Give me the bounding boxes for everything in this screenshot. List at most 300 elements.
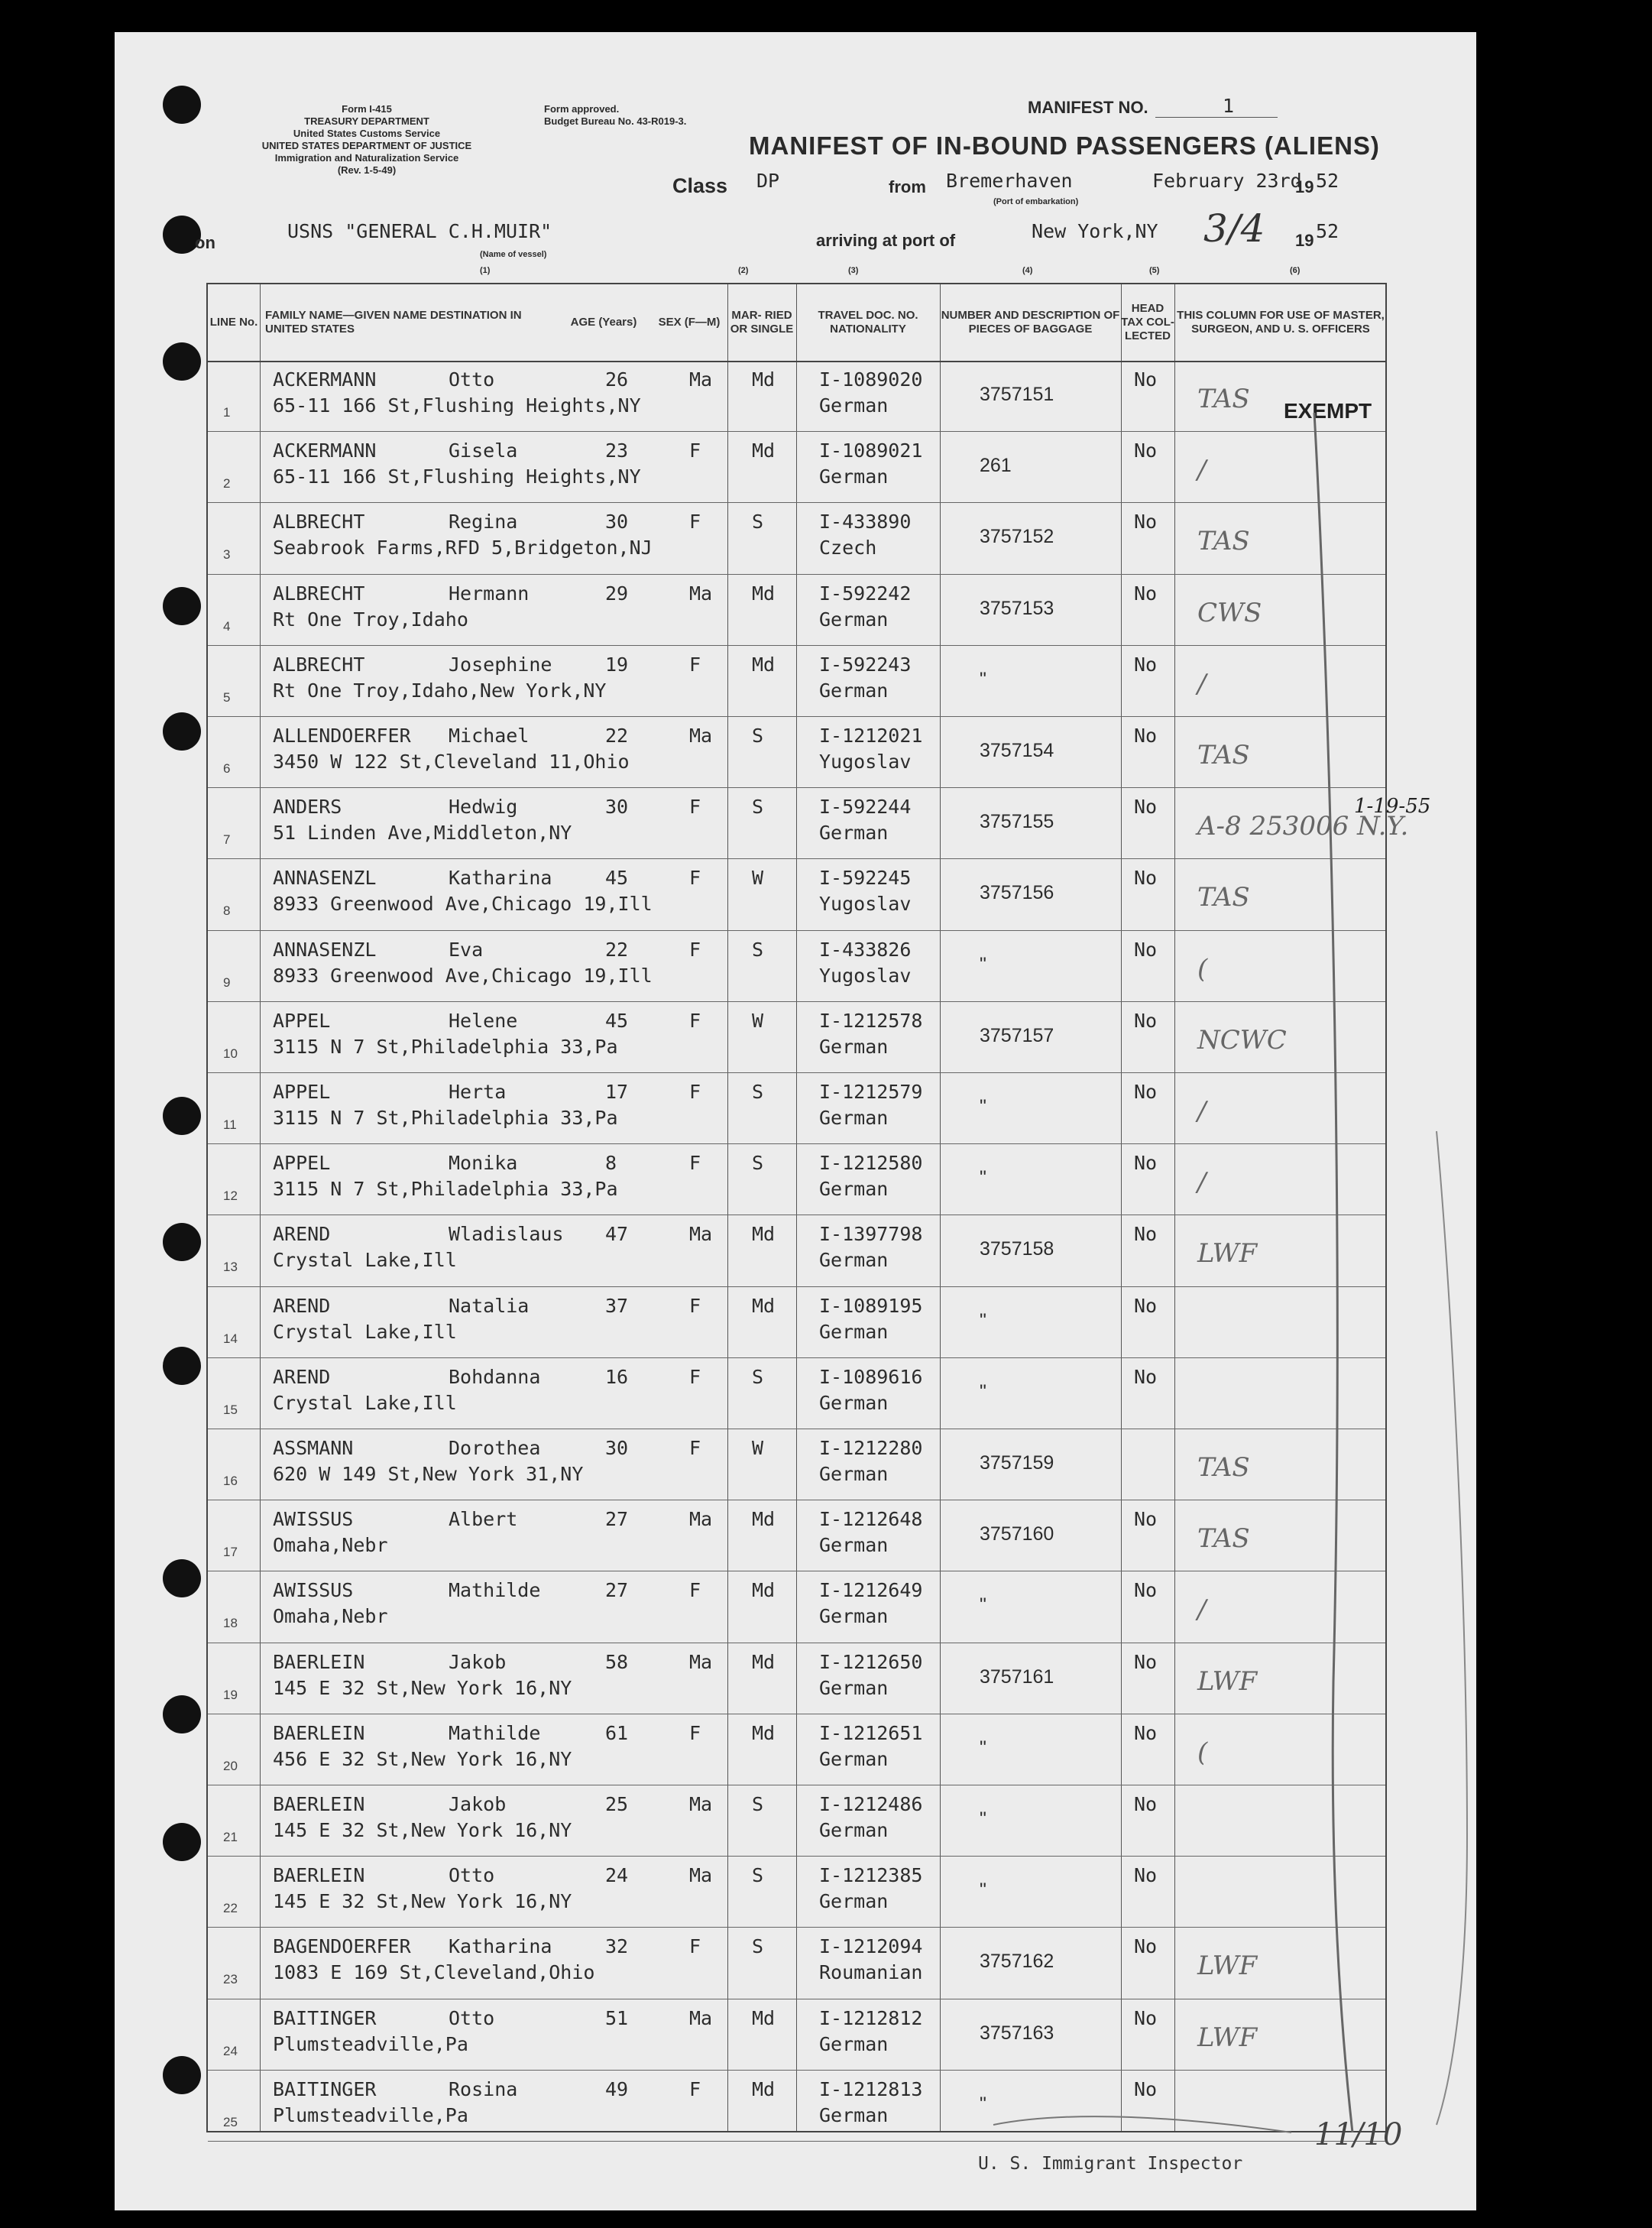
- line-number: 20: [223, 1758, 238, 1773]
- age: 58: [605, 1650, 629, 1673]
- baggage-no: 3757151: [980, 384, 1054, 405]
- age: 22: [605, 725, 629, 747]
- sex: Ma: [689, 1864, 713, 1887]
- year-value: 52: [1316, 170, 1339, 192]
- line-number: 5: [223, 689, 231, 705]
- sex: F: [689, 1579, 701, 1602]
- departure-date: February 23rd: [1152, 170, 1302, 192]
- vessel-prefix: on: [195, 233, 215, 252]
- form-number: Form I-415: [342, 103, 392, 115]
- given-name: Michael: [449, 725, 530, 747]
- header-travel-doc: TRAVEL DOC. NO. NATIONALITY: [818, 309, 918, 336]
- nationality: German: [819, 1605, 889, 1628]
- year2-value: 52: [1316, 220, 1339, 242]
- baggage-no: ": [980, 668, 986, 690]
- given-name: Albert: [449, 1508, 518, 1531]
- baggage-no: 3757163: [980, 2022, 1054, 2044]
- marital-status: W: [752, 1009, 764, 1032]
- head-tax: No: [1134, 1152, 1158, 1175]
- officer-mark: LWF: [1197, 1951, 1258, 1982]
- travel-doc-no: I-1212280: [819, 1437, 923, 1459]
- baggage-no: 3757153: [980, 597, 1054, 619]
- family-name: AWISSUS: [273, 1579, 354, 1602]
- travel-doc-no: I-1089020: [819, 368, 923, 391]
- col-number-6: (6): [1290, 266, 1301, 275]
- age: 51: [605, 2006, 629, 2029]
- given-name: Bohdanna: [449, 1365, 541, 1388]
- nationality: German: [819, 465, 889, 488]
- head-tax: No: [1134, 1864, 1158, 1887]
- destination: Seabrook Farms,RFD 5,Bridgeton,NJ: [273, 537, 653, 559]
- vessel-name: USNS "GENERAL C.H.MUIR": [287, 220, 552, 242]
- travel-doc-no: I-1212486: [819, 1793, 923, 1815]
- officer-mark: NCWC: [1197, 1024, 1287, 1056]
- sex: F: [689, 1009, 701, 1032]
- age: 49: [605, 2077, 629, 2100]
- baggage-no: 3757160: [980, 1523, 1054, 1545]
- nationality: Yugoslav: [819, 964, 912, 987]
- sex: Ma: [689, 1650, 713, 1673]
- officer-mark: (: [1197, 953, 1208, 984]
- officer-mark: LWF: [1197, 1238, 1258, 1270]
- travel-doc-no: I-1212648: [819, 1508, 923, 1531]
- head-tax: No: [1134, 1935, 1158, 1958]
- family-name: ASSMANN: [273, 1437, 354, 1459]
- marital-status: Md: [752, 1721, 776, 1744]
- family-name: ALBRECHT: [273, 653, 365, 676]
- family-name: AWISSUS: [273, 1508, 354, 1531]
- line-number: 23: [223, 1972, 238, 1987]
- officer-mark: CWS: [1197, 597, 1262, 628]
- nationality: German: [819, 1463, 889, 1485]
- nationality: German: [819, 679, 889, 702]
- sex: F: [689, 1152, 701, 1175]
- manifest-no-label: MANIFEST NO.: [1028, 98, 1148, 117]
- destination: Rt One Troy,Idaho: [273, 608, 468, 631]
- customs-service: United States Customs Service: [293, 128, 441, 139]
- destination: 51 Linden Ave,Middleton,NY: [273, 822, 572, 845]
- header-officers: THIS COLUMN FOR USE OF MASTER, SURGEON, AND U. S. OFFICERS: [1177, 309, 1385, 336]
- family-name: ACKERMANN: [273, 439, 377, 462]
- header-age: AGE (Years): [570, 316, 637, 329]
- line-number: 1: [223, 405, 231, 420]
- nationality: German: [819, 822, 889, 845]
- head-tax: No: [1134, 2006, 1158, 2029]
- arriving-label: arriving at port of: [816, 231, 956, 250]
- year-prefix: 19: [1295, 177, 1314, 196]
- nationality: German: [819, 2103, 889, 2126]
- given-name: Josephine: [449, 653, 552, 676]
- family-name: ALLENDOERFER: [273, 725, 411, 747]
- baggage-no: 3757161: [980, 1665, 1054, 1688]
- age: 45: [605, 1009, 629, 1032]
- age: 37: [605, 1294, 629, 1317]
- age: 61: [605, 1721, 629, 1744]
- family-name: AREND: [273, 1294, 331, 1317]
- baggage-no: ": [980, 1167, 986, 1189]
- given-name: Otto: [449, 1864, 495, 1887]
- travel-doc-no: I-592244: [819, 796, 912, 819]
- destination: 3450 W 122 St,Cleveland 11,Ohio: [273, 751, 630, 773]
- age: 17: [605, 1081, 629, 1103]
- nationality: Yugoslav: [819, 893, 912, 916]
- travel-doc-no: I-433890: [819, 511, 912, 533]
- from-value: Bremerhaven: [946, 170, 1073, 192]
- sex: F: [689, 867, 701, 890]
- marital-status: S: [752, 1081, 764, 1103]
- baggage-no: ": [980, 1380, 986, 1403]
- line-number: 4: [223, 618, 231, 634]
- destination: 8933 Greenwood Ave,Chicago 19,Ill: [273, 964, 653, 987]
- destination: 65-11 166 St,Flushing Heights,NY: [273, 465, 641, 488]
- officer-mark: TAS: [1197, 384, 1250, 414]
- sex: F: [689, 1081, 701, 1103]
- baggage-no: ": [980, 953, 986, 975]
- family-name: ANDERS: [273, 796, 342, 819]
- sex: F: [689, 2077, 701, 2100]
- age: 23: [605, 439, 629, 462]
- sex: F: [689, 1294, 701, 1317]
- signature-note: 11/10: [1314, 2117, 1403, 2152]
- given-name: Katharina: [449, 867, 552, 890]
- officer-mark: (: [1197, 1737, 1208, 1768]
- baggage-no: 3757162: [980, 1951, 1054, 1973]
- destination: 3115 N 7 St,Philadelphia 33,Pa: [273, 1178, 618, 1201]
- head-tax: No: [1134, 439, 1158, 462]
- given-name: Monika: [449, 1152, 518, 1175]
- travel-doc-no: I-1089021: [819, 439, 923, 462]
- travel-doc-no: I-1397798: [819, 1223, 923, 1246]
- travel-doc-no: I-592243: [819, 653, 912, 676]
- baggage-no: ": [980, 1309, 986, 1331]
- given-name: Wladislaus: [449, 1223, 564, 1246]
- given-name: Helene: [449, 1009, 518, 1032]
- given-name: Mathilde: [449, 1579, 541, 1602]
- family-name: APPEL: [273, 1152, 331, 1175]
- budget-bureau: Budget Bureau No. 43-R019-3.: [544, 115, 687, 127]
- baggage-no: ": [980, 1594, 986, 1617]
- family-name: BAERLEIN: [273, 1650, 365, 1673]
- officer-mark: /: [1197, 668, 1207, 699]
- col-number-4: (4): [1022, 266, 1033, 275]
- family-name: AREND: [273, 1223, 331, 1246]
- head-tax: No: [1134, 725, 1158, 747]
- baggage-no: 3757159: [980, 1452, 1054, 1474]
- ins-service: Immigration and Naturalization Service: [274, 152, 459, 164]
- year2-prefix: 19: [1295, 231, 1314, 250]
- nationality: Czech: [819, 537, 877, 559]
- head-tax: No: [1134, 1081, 1158, 1103]
- officer-mark: /: [1197, 455, 1207, 486]
- travel-doc-no: I-1212094: [819, 1935, 923, 1958]
- class-value: DP: [756, 170, 780, 192]
- age: 27: [605, 1579, 629, 1602]
- header-line-no: LINE No.: [209, 316, 258, 329]
- class-label: Class: [672, 174, 728, 197]
- line-number: 21: [223, 1830, 238, 1844]
- destination: Plumsteadville,Pa: [273, 2032, 468, 2055]
- family-name: BAERLEIN: [273, 1864, 365, 1887]
- marital-status: W: [752, 867, 764, 890]
- col-number-2: (2): [738, 266, 749, 275]
- head-tax: No: [1134, 1579, 1158, 1602]
- destination: 145 E 32 St,New York 16,NY: [273, 1819, 572, 1841]
- nationality: German: [819, 1178, 889, 1201]
- nationality: German: [819, 1747, 889, 1770]
- line-number: 18: [223, 1616, 238, 1631]
- age: 47: [605, 1223, 629, 1246]
- officer-mark: TAS: [1197, 1452, 1250, 1483]
- marital-status: Md: [752, 439, 776, 462]
- officer-mark: TAS: [1197, 882, 1250, 913]
- sex: Ma: [689, 2006, 713, 2029]
- marital-status: Md: [752, 1650, 776, 1673]
- destination: 3115 N 7 St,Philadelphia 33,Pa: [273, 1107, 618, 1129]
- marital-status: W: [752, 1437, 764, 1459]
- sex: F: [689, 1365, 701, 1388]
- nationality: German: [819, 1890, 889, 1913]
- baggage-no: ": [980, 1879, 986, 1902]
- marital-status: S: [752, 796, 764, 819]
- given-name: Gisela: [449, 439, 518, 462]
- line-number: 8: [223, 903, 231, 919]
- nationality: German: [819, 394, 889, 417]
- baggage-no: 3757156: [980, 882, 1054, 904]
- family-name: ALBRECHT: [273, 511, 365, 533]
- marital-status: Md: [752, 368, 776, 391]
- line-number: 19: [223, 1687, 238, 1702]
- nationality: German: [819, 1320, 889, 1343]
- travel-doc-no: I-1212021: [819, 725, 923, 747]
- arrival-date: 3/4: [1203, 206, 1265, 251]
- line-number: 14: [223, 1331, 238, 1346]
- officer-mark: LWF: [1197, 2022, 1258, 2053]
- travel-doc-no: I-1212812: [819, 2006, 923, 2029]
- age: 30: [605, 796, 629, 819]
- marital-status: S: [752, 1935, 764, 1958]
- destination: 145 E 32 St,New York 16,NY: [273, 1890, 572, 1913]
- age: 24: [605, 1864, 629, 1887]
- line-number: 22: [223, 1901, 238, 1916]
- line-number: 11: [223, 1117, 237, 1132]
- given-name: Otto: [449, 368, 495, 391]
- head-tax: No: [1134, 1009, 1158, 1032]
- port-caption: (Port of embarkation): [993, 197, 1079, 206]
- head-tax: No: [1134, 511, 1158, 533]
- vessel-caption: (Name of vessel): [480, 250, 547, 259]
- sex: F: [689, 1721, 701, 1744]
- form-revision: (Rev. 1-5-49): [337, 164, 397, 176]
- line-number: 10: [223, 1046, 238, 1061]
- travel-doc-no: I-1212579: [819, 1081, 923, 1103]
- family-name: ANNASENZL: [273, 938, 377, 961]
- head-tax: No: [1134, 2077, 1158, 2100]
- sex: Ma: [689, 1223, 713, 1246]
- given-name: Mathilde: [449, 1721, 541, 1744]
- age: 16: [605, 1365, 629, 1388]
- marital-status: Md: [752, 653, 776, 676]
- destination: 8933 Greenwood Ave,Chicago 19,Ill: [273, 893, 653, 916]
- family-name: BAITINGER: [273, 2077, 377, 2100]
- marital-status: Md: [752, 1508, 776, 1531]
- travel-doc-no: I-1212649: [819, 1579, 923, 1602]
- manifest-no-value: 1: [1223, 95, 1235, 117]
- baggage-no: 3757154: [980, 740, 1054, 761]
- family-name: ACKERMANN: [273, 368, 377, 391]
- nationality: German: [819, 1249, 889, 1272]
- destination: Rt One Troy,Idaho,New York,NY: [273, 679, 607, 702]
- sex: Ma: [689, 582, 713, 605]
- col-number-1: (1): [480, 266, 491, 275]
- officer-mark: TAS: [1197, 526, 1250, 557]
- sex: F: [689, 439, 701, 462]
- marital-status: S: [752, 938, 764, 961]
- baggage-no: ": [980, 1808, 986, 1830]
- destination: Crystal Lake,Ill: [273, 1391, 457, 1414]
- head-tax: No: [1134, 1793, 1158, 1815]
- travel-doc-no: I-592245: [819, 867, 912, 890]
- nationality: Roumanian: [819, 1961, 923, 1984]
- destination: Crystal Lake,Ill: [273, 1320, 457, 1343]
- line-number: 24: [223, 2043, 238, 2058]
- immigrant-inspector: U. S. Immigrant Inspector: [978, 2154, 1243, 2174]
- travel-doc-no: I-1089195: [819, 1294, 923, 1317]
- baggage-no: ": [980, 1096, 986, 1117]
- baggage-no: 3757157: [980, 1024, 1054, 1046]
- given-name: Jakob: [449, 1650, 507, 1673]
- marital-status: S: [752, 1152, 764, 1175]
- age: 19: [605, 653, 629, 676]
- travel-doc-no: I-1212385: [819, 1864, 923, 1887]
- given-name: Katharina: [449, 1935, 552, 1958]
- age: 32: [605, 1935, 629, 1958]
- head-tax: No: [1134, 1365, 1158, 1388]
- family-name: APPEL: [273, 1081, 331, 1103]
- header-sex: SEX (F—M): [658, 316, 721, 329]
- given-name: Otto: [449, 2006, 495, 2029]
- destination: 3115 N 7 St,Philadelphia 33,Pa: [273, 1035, 618, 1058]
- baggage-no: 261: [980, 455, 1012, 477]
- travel-doc-no: I-433826: [819, 938, 912, 961]
- destination: Crystal Lake,Ill: [273, 1249, 457, 1272]
- baggage-no: ": [980, 1737, 986, 1759]
- age: 26: [605, 368, 629, 391]
- from-label: from: [889, 177, 926, 196]
- destination: 620 W 149 St,New York 31,NY: [273, 1463, 584, 1485]
- sex: F: [689, 796, 701, 819]
- nationality: German: [819, 2032, 889, 2055]
- family-name: ALBRECHT: [273, 582, 365, 605]
- destination: Omaha,Nebr: [273, 1534, 388, 1557]
- head-tax: No: [1134, 368, 1158, 391]
- treasury-dept: TREASURY DEPARTMENT: [304, 115, 429, 127]
- line-number: 15: [223, 1402, 238, 1417]
- sex: Ma: [689, 368, 713, 391]
- given-name: Rosina: [449, 2077, 518, 2100]
- sex: F: [689, 511, 701, 533]
- marital-status: S: [752, 511, 764, 533]
- travel-doc-no: I-1212578: [819, 1009, 923, 1032]
- sex: F: [689, 938, 701, 961]
- line-number: 7: [223, 832, 231, 848]
- destination: Omaha,Nebr: [273, 1605, 388, 1628]
- travel-doc-no: I-1212651: [819, 1721, 923, 1744]
- given-name: Regina: [449, 511, 518, 533]
- line-number: 12: [223, 1189, 238, 1204]
- line-number: 3: [223, 547, 231, 563]
- baggage-no: 3757152: [980, 526, 1054, 548]
- sex: Ma: [689, 1793, 713, 1815]
- marital-status: S: [752, 1793, 764, 1815]
- sex: F: [689, 1437, 701, 1459]
- family-name: BAGENDOERFER: [273, 1935, 411, 1958]
- sex: Ma: [689, 1508, 713, 1531]
- given-name: Hedwig: [449, 796, 518, 819]
- family-name: BAERLEIN: [273, 1793, 365, 1815]
- manifest-title: MANIFEST OF IN-BOUND PASSENGERS (ALIENS): [749, 131, 1380, 160]
- travel-doc-no: I-1212650: [819, 1650, 923, 1673]
- given-name: Herta: [449, 1081, 507, 1103]
- travel-doc-no: I-1212580: [819, 1152, 923, 1175]
- age: 30: [605, 511, 629, 533]
- head-tax: No: [1134, 938, 1158, 961]
- travel-doc-no: I-592242: [819, 582, 912, 605]
- line-number: 2: [223, 476, 231, 491]
- baggage-no: ": [980, 2093, 986, 2115]
- age: 27: [605, 1508, 629, 1531]
- travel-doc-no: I-1089616: [819, 1365, 923, 1388]
- line-number: 6: [223, 761, 231, 776]
- given-name: Eva: [449, 938, 484, 961]
- head-tax: No: [1134, 796, 1158, 819]
- line-number: 25: [223, 2114, 238, 2129]
- family-name: BAITINGER: [273, 2006, 377, 2029]
- given-name: Natalia: [449, 1294, 530, 1317]
- line-number: 16: [223, 1474, 238, 1488]
- destination: Plumsteadville,Pa: [273, 2103, 468, 2126]
- age: 25: [605, 1793, 629, 1815]
- line-number: 17: [223, 1545, 238, 1560]
- header-married: MAR- RIED OR SINGLE: [730, 309, 794, 336]
- arrival-port: New York,NY: [1032, 220, 1158, 242]
- destination: 1083 E 169 St,Cleveland,Ohio: [273, 1961, 595, 1984]
- family-name: APPEL: [273, 1009, 331, 1032]
- marital-status: Md: [752, 582, 776, 605]
- form-approved: Form approved.: [544, 103, 620, 115]
- marital-status: Md: [752, 2006, 776, 2029]
- nationality: German: [819, 1819, 889, 1841]
- nationality: German: [819, 608, 889, 631]
- marital-status: Md: [752, 1579, 776, 1602]
- age: 30: [605, 1437, 629, 1459]
- line-number: 9: [223, 975, 231, 990]
- destination: 65-11 166 St,Flushing Heights,NY: [273, 394, 641, 417]
- baggage-no: 3757158: [980, 1238, 1054, 1260]
- age: 45: [605, 867, 629, 890]
- officer-mark: LWF: [1197, 1665, 1258, 1697]
- age: 8: [605, 1152, 617, 1175]
- head-tax: No: [1134, 1721, 1158, 1744]
- given-name: Hermann: [449, 582, 530, 605]
- officer-mark: TAS: [1197, 740, 1250, 770]
- marital-status: Md: [752, 1294, 776, 1317]
- head-tax: No: [1134, 653, 1158, 676]
- officer-mark: /: [1197, 1096, 1207, 1127]
- given-name: Jakob: [449, 1793, 507, 1815]
- nationality: German: [819, 1534, 889, 1557]
- header-name: FAMILY NAME—GIVEN NAME DESTINATION IN UNITED STATES: [265, 309, 522, 336]
- nationality: German: [819, 1676, 889, 1699]
